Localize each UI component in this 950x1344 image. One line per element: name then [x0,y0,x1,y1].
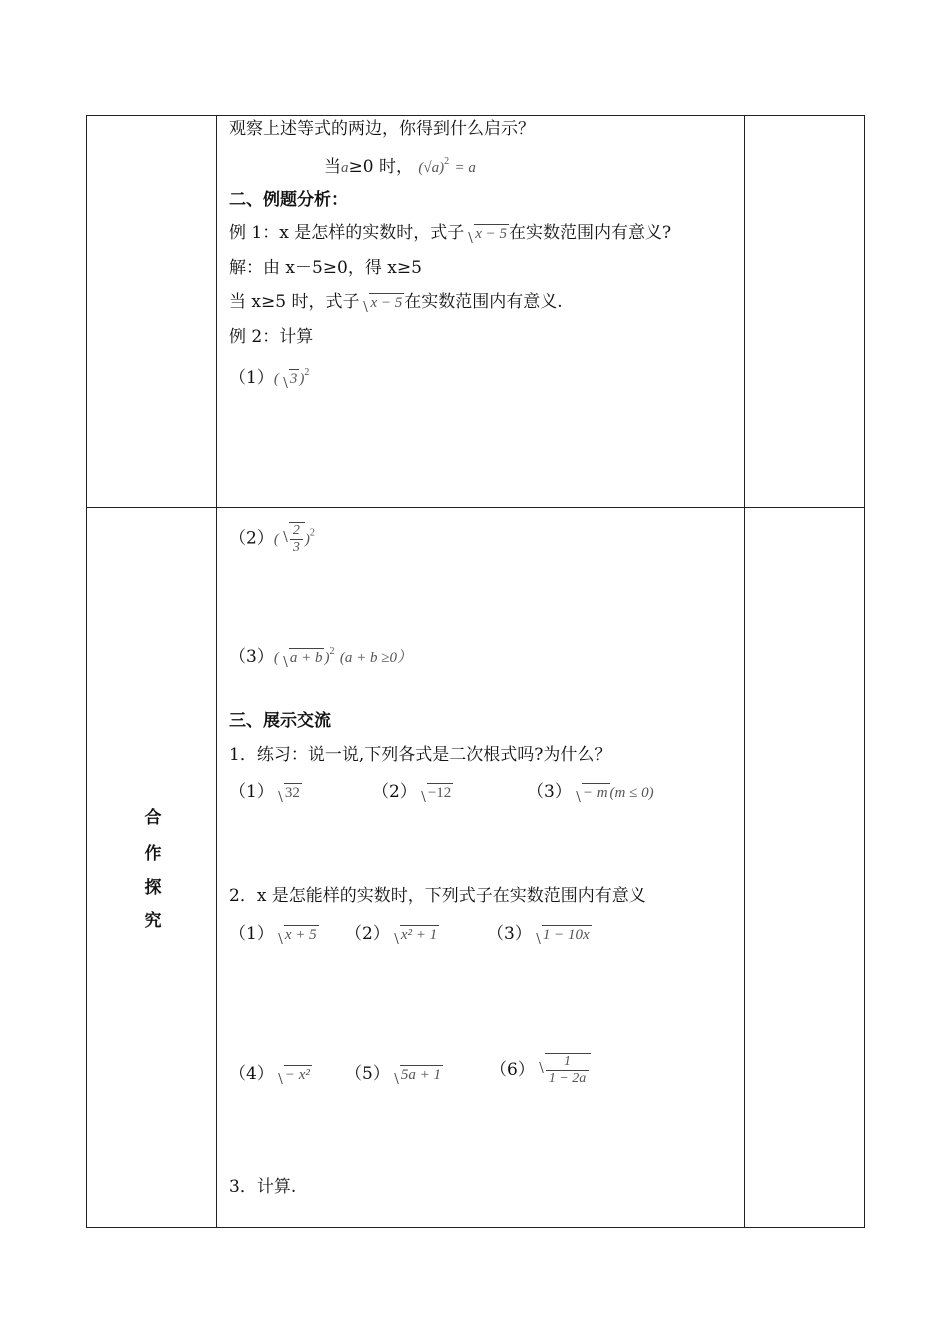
cond-prefix: 当 [324,157,341,177]
ex2-item1-radicand: 3 [289,371,298,387]
ex2-item2-numerator: 2 [290,523,303,540]
q2-item5-label: （5） [345,1064,390,1084]
q2-item6-numerator: 1 [546,1054,589,1071]
ex1-question-post: 在实数范围内有意义? [509,223,672,243]
table-top-border [86,115,865,116]
ex1-conclusion-post: 在实数范围内有意义. [404,292,563,312]
example1-question [229,222,671,245]
q1-item3-label: （3） [527,782,572,802]
side-label-char-1: 合 [144,808,162,828]
q1-item3-condition: (m ≤ 0) [609,785,654,801]
q1-item1-radicand: 32 [284,785,300,801]
q2-item6-radical [536,1053,591,1087]
q2-item1-radicand: x + 5 [284,927,317,943]
ex2-item1-radical [280,368,300,390]
q2-item1-radical [275,924,319,946]
q2-item3-radicand: 1 − 10x [542,927,590,943]
q2-item-2 [345,923,439,946]
ex1-conclusion-radicand: x − 5 [370,295,403,311]
section2-heading: 二、例题分析： [229,190,348,210]
ex2-item2-denominator: 3 [292,540,300,555]
q2-item-4 [229,1063,312,1086]
q2-item-1 [229,923,319,946]
q2-item4-radicand: − x² [284,1067,310,1083]
q2-item-6 [490,1053,591,1087]
column-divider-1 [216,115,217,1228]
q2-item4-label: （4） [229,1064,274,1084]
table-right-border [864,115,865,1228]
ex1-conclusion-radical [360,292,404,314]
q1-item-2 [372,781,453,804]
q2-item2-radicand: x² + 1 [400,927,438,943]
q1-item3-radicand: − m [582,785,608,801]
q1-item2-radicand: −12 [427,785,452,801]
observe-question: 观察上述等式的两边，你得到什么启示？ [229,119,535,139]
q2-item5-radicand: 5a + 1 [400,1067,441,1083]
q1-item-3 [527,781,654,804]
identity-exponent: 2 [444,156,450,167]
q1-item1-radical [275,782,302,804]
example1-conclusion [229,291,563,314]
table-left-border [86,115,87,1228]
practice-question-1: 1．练习：说一说,下列各式是二次根式吗?为什么？ [229,745,612,765]
q2-item-3 [487,923,592,946]
q1-item3-radical [573,782,610,804]
ex1-radical [465,223,509,245]
example2-item-2: （2）( $\frac{2}{3}$ )$^2$ [229,523,315,555]
column-divider-2 [744,115,745,1228]
q2-item6-label: （6） [490,1060,535,1080]
q2-item6-denominator: 1 − 2a [548,1071,587,1086]
side-label-char-3: 探 [144,878,162,898]
ex2-item2-radical [280,522,305,556]
row-divider [86,507,865,508]
ex2-item3-radical [280,647,325,669]
identity-line [324,151,476,179]
practice-question-2: 2．x 是怎能样的实数时，下列式子在实数范围内有意义 [229,886,646,906]
cond-mid: ≥0 时， [348,157,413,177]
q2-item3-label: （3） [487,924,532,944]
ex2-item3-radicand: a + b [289,650,323,666]
example2-item-1: （1）( 3 )$^2$ [229,367,310,388]
q1-item1-label: （1） [229,782,274,802]
q1-item2-radical [418,782,453,804]
q2-item2-label: （2） [345,924,390,944]
table-bottom-border [86,1227,865,1228]
example1-solution: 解：由 x－5≥0，得 x≥5 [229,258,422,278]
example2-item-3: （3）( a + b )$^2$ (a + b ≥0） [229,646,412,667]
q2-item-5 [345,1063,443,1086]
q2-item5-radical [391,1064,443,1086]
ex2-item3-condition: (a + b ≥0） [339,650,412,666]
section3-heading: 三、展示交流 [229,711,331,731]
q1-item2-label: （2） [372,782,417,802]
q2-item3-radical [533,924,592,946]
side-label-char-2: 作 [144,844,162,864]
cond-variable: a [341,160,349,176]
q2-item4-radical [275,1064,312,1086]
ex1-radicand: x − 5 [475,226,507,242]
q2-item2-radical [391,924,439,946]
practice-question-3: 3．计算. [229,1177,297,1197]
side-label-char-4: 究 [144,911,162,931]
example2-title: 例 2：计算 [229,327,314,347]
ex2-item3-label: （3） [229,647,274,667]
ex2-item1-label: （1） [229,368,274,388]
ex1-conclusion-pre: 当 x≥5 时，式子 [229,292,360,312]
q1-item-1 [229,781,302,804]
identity-lhs: (√a) [418,160,445,176]
ex2-item2-label: （2） [229,528,274,549]
ex1-question-pre: 例 1：x 是怎样的实数时，式子 [229,223,465,243]
q2-item1-label: （1） [229,924,274,944]
identity-rhs: = a [454,160,476,176]
